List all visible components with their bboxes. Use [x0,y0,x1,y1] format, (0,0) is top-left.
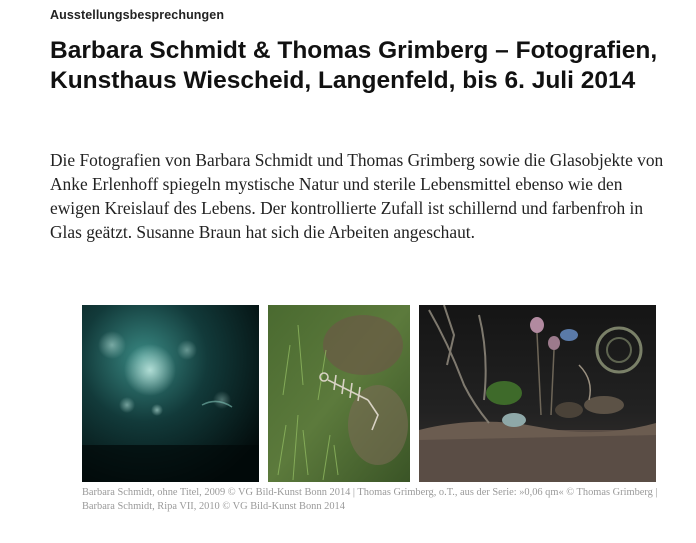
category-label[interactable]: Ausstellungsbesprechungen [50,8,225,22]
photo-grass-skeleton[interactable] [268,305,410,482]
gallery-caption: Barbara Schmidt, ohne Titel, 2009 © VG Bild-Kunst Bonn 2014 | Thomas Grimberg, o.T., aus der Serie: »0,06 qm« © Thomas Grimberg | Barbara Schmidt, Ripa VII, 2010 © VG Bild-Kunst Bonn 2014 [82,487,658,512]
photo-forest-bokeh[interactable] [82,305,259,482]
photo-gallery [82,305,656,482]
article-lead: Die Fotografien von Barbara Schmidt und Thomas Grimberg sowie die Glasobjekte von Anke Erlenhoff spiegeln mystische Natur und sterile Lebensmittel ebenso wie den ewigen Kreislauf des Lebens. Der kontrollierte Zufall ist schillernd und farbenfroh in Glas geätzt. Susanne Braun hat sich die Arbeiten angeschaut. [50,150,664,242]
photo-ripa-still-life[interactable] [419,305,656,482]
article-headline: Barbara Schmidt & Thomas Grimberg – Fotografien, Kunsthaus Wiescheid, Langenfeld, bis 6. Juli 2014 [50,37,658,94]
